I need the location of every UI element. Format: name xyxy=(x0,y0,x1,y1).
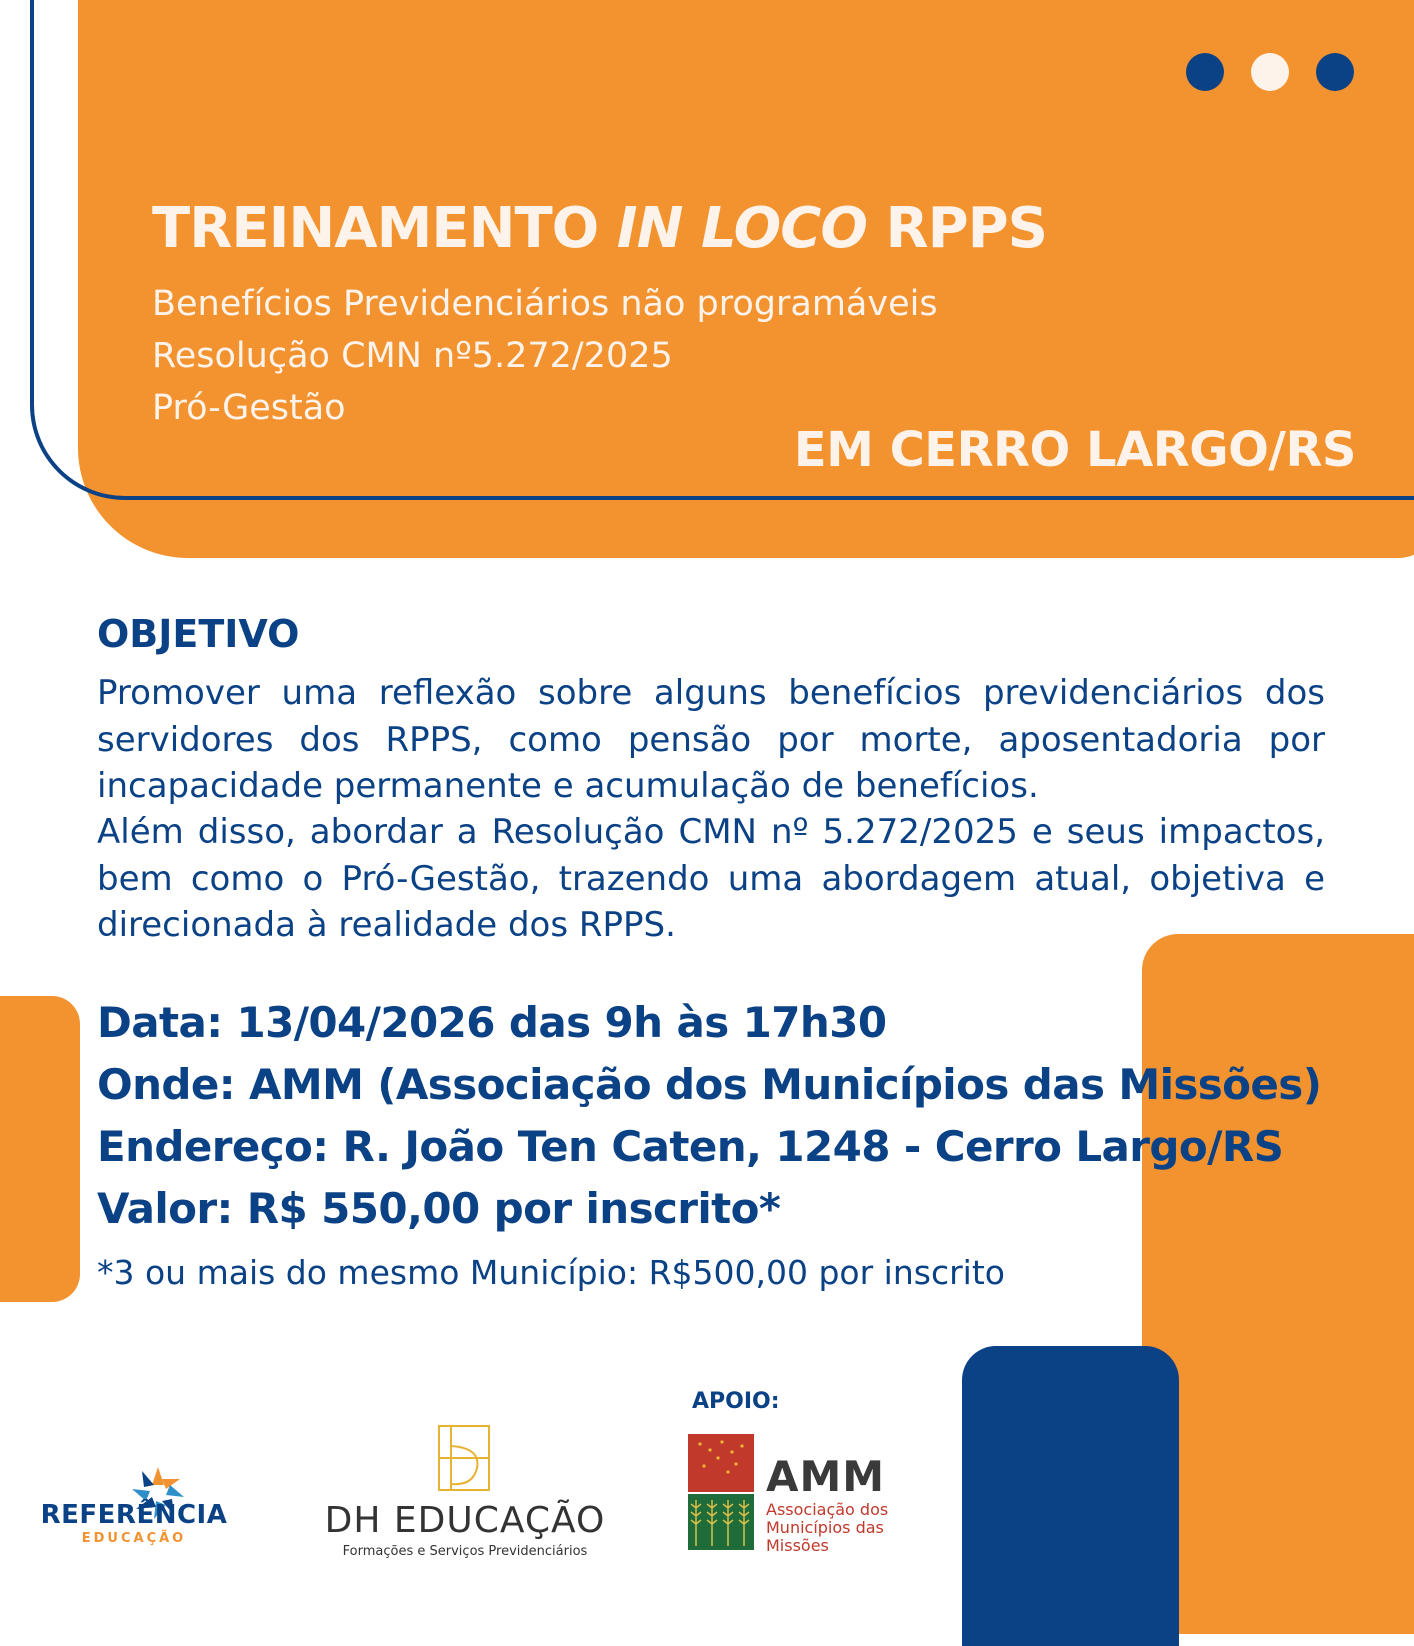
amm-logo-subtitle-line-1: Associação dos xyxy=(766,1500,889,1519)
dh-educacao-logo-subtitle: Formações e Serviços Previdenciários xyxy=(342,1544,588,1559)
event-date: Data: 13/04/2026 das 9h às 17h30 xyxy=(97,998,887,1047)
paragraph-line: Além disso, abordar a Resolução CMN nº 5.272/2025 e seus impactos, xyxy=(97,812,1325,852)
paragraph-line: Promover uma reflexão sobre alguns benefícios previdenciários dos xyxy=(97,673,1325,713)
referencia-logo-name: REFERÊNCIA xyxy=(40,1500,228,1530)
support-label: APOIO: xyxy=(692,1389,780,1414)
blue-block-decoration xyxy=(962,1346,1179,1646)
event-venue: Onde: AMM (Associação dos Municípios das Missões) xyxy=(97,1060,1322,1109)
amm-logo-subtitle-line-2: Municípios das xyxy=(766,1518,884,1537)
subtitle-line-3: Pró-Gestão xyxy=(152,388,346,428)
paragraph-line: incapacidade permanente e acumulação de benefícios. xyxy=(97,766,1039,806)
dot-cream xyxy=(1251,53,1289,91)
objective-paragraph-1 xyxy=(97,670,1325,810)
dot-blue-right xyxy=(1316,53,1354,91)
amm-logo-name: AMM xyxy=(766,1452,886,1501)
right-orange-block-decoration xyxy=(1142,934,1414,1634)
dot-blue-left xyxy=(1186,53,1224,91)
subtitle-line-2: Resolução CMN nº5.272/2025 xyxy=(152,336,673,376)
left-orange-tab-decoration xyxy=(0,996,80,1302)
paragraph-line: bem como o Pró-Gestão, trazendo uma abordagem atual, objetiva e xyxy=(97,858,1325,899)
referencia-logo-subtitle: EDUCAÇÃO xyxy=(81,1531,187,1546)
amm-logo-icon xyxy=(688,1434,754,1550)
objective-heading: OBJETIVO xyxy=(97,612,300,656)
amm-logo-subtitle-line-3: Missões xyxy=(766,1536,829,1555)
price-footnote: *3 ou mais do mesmo Município: R$500,00 por inscrito xyxy=(97,1253,1005,1292)
subtitle-line-1: Benefícios Previdenciários não programáveis xyxy=(152,284,938,324)
paragraph-line: servidores dos RPPS, como pensão por morte, aposentadoria por xyxy=(97,719,1325,760)
objective-paragraph-2 xyxy=(97,809,1325,949)
dh-educacao-logo-icon xyxy=(437,1424,491,1492)
dh-educacao-logo-name: DH EDUCAÇÃO xyxy=(324,1500,606,1541)
event-address: Endereço: R. João Ten Caten, 1248 - Cerro Largo/RS xyxy=(97,1122,1284,1171)
paragraph-line: direcionada à realidade dos RPPS. xyxy=(97,905,676,945)
event-price: Valor: R$ 550,00 por inscrito* xyxy=(97,1184,781,1233)
page-title: TREINAMENTO IN LOCO RPPS xyxy=(152,196,1048,261)
location-heading: EM CERRO LARGO/RS xyxy=(793,422,1356,478)
